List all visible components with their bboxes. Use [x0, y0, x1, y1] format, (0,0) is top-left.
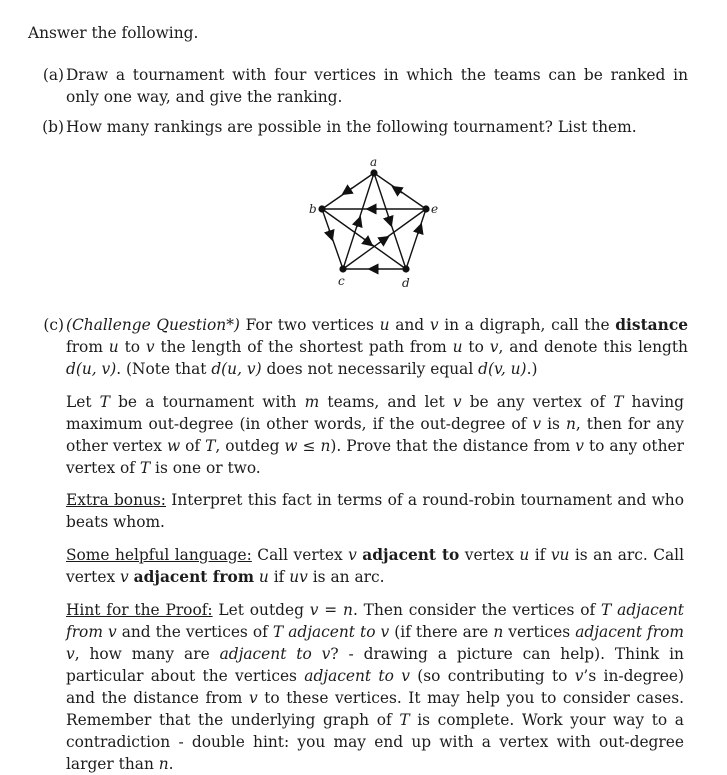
question-b-text: How many rankings are possible in the following tournament? List them. [66, 118, 637, 136]
edge-b-c [322, 209, 343, 269]
edge-e-d [406, 209, 426, 269]
vertex-b [318, 205, 325, 212]
arrow-c-to-a [357, 221, 359, 227]
question-b-label: (b) [42, 118, 64, 136]
paragraph-tournament: Let T be a tournament with m teams, and let v be any vertex of T having maximum out-degree (in other words, if the out-degree of v is n, then for any other vertex w of T, outdeg w ≤ n). Prove that the distance from v to any other vertex of T is one or two. [66, 393, 685, 477]
vertex-a-label: a [370, 155, 378, 169]
extra-bonus-heading: Extra bonus: [66, 491, 166, 509]
tournament-diagram [300, 150, 460, 290]
helpful-language-heading: Some helpful language: [66, 546, 252, 564]
question-b [28, 116, 688, 140]
arrow-a-to-b [346, 188, 352, 192]
arrow-d-to-e [418, 228, 420, 234]
arrow-b-to-d [364, 239, 369, 243]
vertex-d [402, 265, 409, 272]
question-a-text: Draw a tournament with four vertices in which the teams can be ranked in only one way, and give the ranking. [66, 66, 688, 106]
vertex-e-label: e [431, 202, 439, 216]
question-c [28, 314, 688, 382]
vertex-b-label: b [309, 202, 317, 216]
arrow-c-to-e [379, 239, 385, 243]
vertex-c [339, 265, 346, 272]
vertex-c-label: c [338, 274, 345, 288]
hint-heading: Hint for the Proof: [66, 601, 213, 619]
question-a [28, 64, 688, 110]
vertex-a [370, 169, 377, 176]
vertex-e [422, 205, 429, 212]
intro-text: Answer the following. [28, 24, 199, 42]
distance-term: distance [615, 316, 689, 334]
paragraph-extra-bonus: Extra bonus: Interpret this fact in terms of a round-robin tournament and who beats whom. [66, 491, 684, 531]
paragraph-helpful-language: Some helpful language: Call vertex v adjacent to vertex u if vu is an arc. Call vertex v adjacent from u if uv is an arc. [66, 546, 684, 586]
paragraph-hint: Hint for the Proof: Let outdeg v = n. Then consider the vertices of T adjacent from v and the vertices of T adjacent to v (if there are n vertices adjacent from v, how many are adjacent to v? - drawing a picture can help). Think in particular about the vertices adjacent to v (so contributing to v’s in-degree) and the distance from v to these vertices. It may help you to consider cases. Remember that the underlying graph of T is complete. Work your way to a contradiction - double hint: you may end up with a vertex with out-degree larger than n. [66, 601, 684, 773]
question-c-text: (Challenge Question*) For two vertices u and v in a digraph, call the distance from u to v the length of the shortest path from u to v, and denote this length d(u, v). (Note that d(u, v) does not necessarily equal d(v, u).) [66, 316, 689, 378]
vertex-d-label: d [402, 276, 410, 290]
question-a-label: (a) [42, 66, 64, 84]
question-c-label: (c) [43, 316, 64, 334]
arrow-a-to-d [388, 216, 390, 222]
arrow-b-to-c [329, 230, 331, 236]
